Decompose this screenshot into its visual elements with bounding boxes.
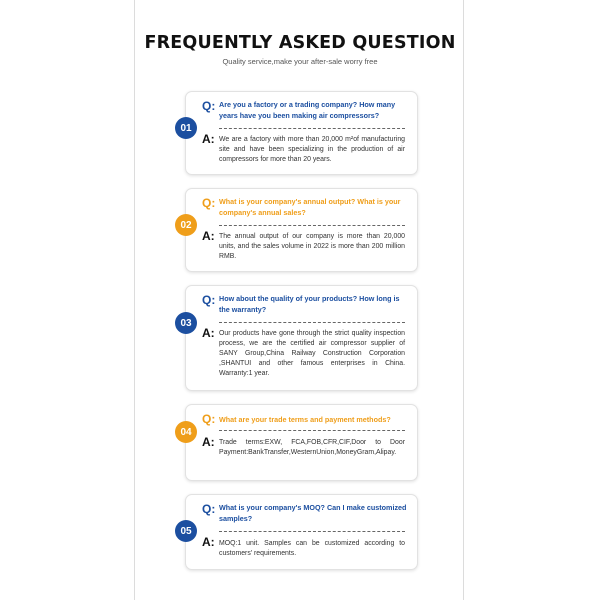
divider	[219, 430, 405, 431]
question-label: Q:	[202, 293, 216, 307]
faq-number-badge: 04	[175, 421, 197, 443]
page-title: FREQUENTLY ASKED QUESTION	[144, 33, 456, 53]
question-label: Q:	[202, 412, 216, 426]
answer-text: The annual output of our company is more than 20,000 units, and the sales volume in 2022 is more than 200 million RMB.	[219, 233, 405, 260]
faq-card	[185, 91, 418, 175]
question-text: What are your trade terms and payment methods?	[219, 415, 391, 424]
faq-number-badge: 01	[175, 117, 197, 139]
answer-label: A:	[202, 435, 215, 449]
faq-card	[185, 494, 418, 570]
question-label: Q:	[202, 196, 216, 210]
divider	[219, 225, 405, 226]
faq-card	[185, 404, 418, 481]
question-text: How about the quality of your products? How long is the warranty?	[219, 294, 400, 314]
question-text: What is your company's MOQ? Can I make customized samples?	[219, 503, 407, 523]
question-label: Q:	[202, 99, 216, 113]
answer-label: A:	[202, 535, 215, 549]
faq-number-badge: 02	[175, 214, 197, 236]
question-text: What is your company's annual output? What is your company's annual sales?	[219, 197, 401, 217]
divider	[219, 322, 405, 323]
faq-card	[185, 188, 418, 272]
answer-label: A:	[202, 229, 215, 243]
answer-text: Our products have gone through the strict quality inspection process, we are the certified air compressor supplier of SANY Group,China Railway Construction Corporation ,SHANTUI and other famous enterprises in China. Warranty:1 year.	[219, 330, 405, 377]
faq-number-badge: 05	[175, 520, 197, 542]
answer-text: Trade terms:EXW, FCA,FOB,CFR,CIF,Door to Door Payment:BankTransfer,WesternUnion,MoneyGram,Alipay.	[219, 439, 405, 456]
question-text: Are you a factory or a trading company? How many years have you been making air compressors?	[219, 100, 396, 120]
answer-text: MOQ:1 unit. Samples can be customized according to customers' requirements.	[219, 540, 405, 557]
answer-text: We are a factory with more than 20,000 m²of manufacturing site and have been specializing in the production of air compressors for more than 20 years.	[219, 136, 405, 163]
faq-number-badge: 03	[175, 312, 197, 334]
divider	[219, 531, 405, 532]
page-subtitle: Quality service,make your after-sale worry free	[222, 57, 378, 66]
answer-label: A:	[202, 132, 215, 146]
divider	[219, 128, 405, 129]
faq-card	[185, 285, 418, 391]
answer-label: A:	[202, 326, 215, 340]
question-label: Q:	[202, 502, 216, 516]
